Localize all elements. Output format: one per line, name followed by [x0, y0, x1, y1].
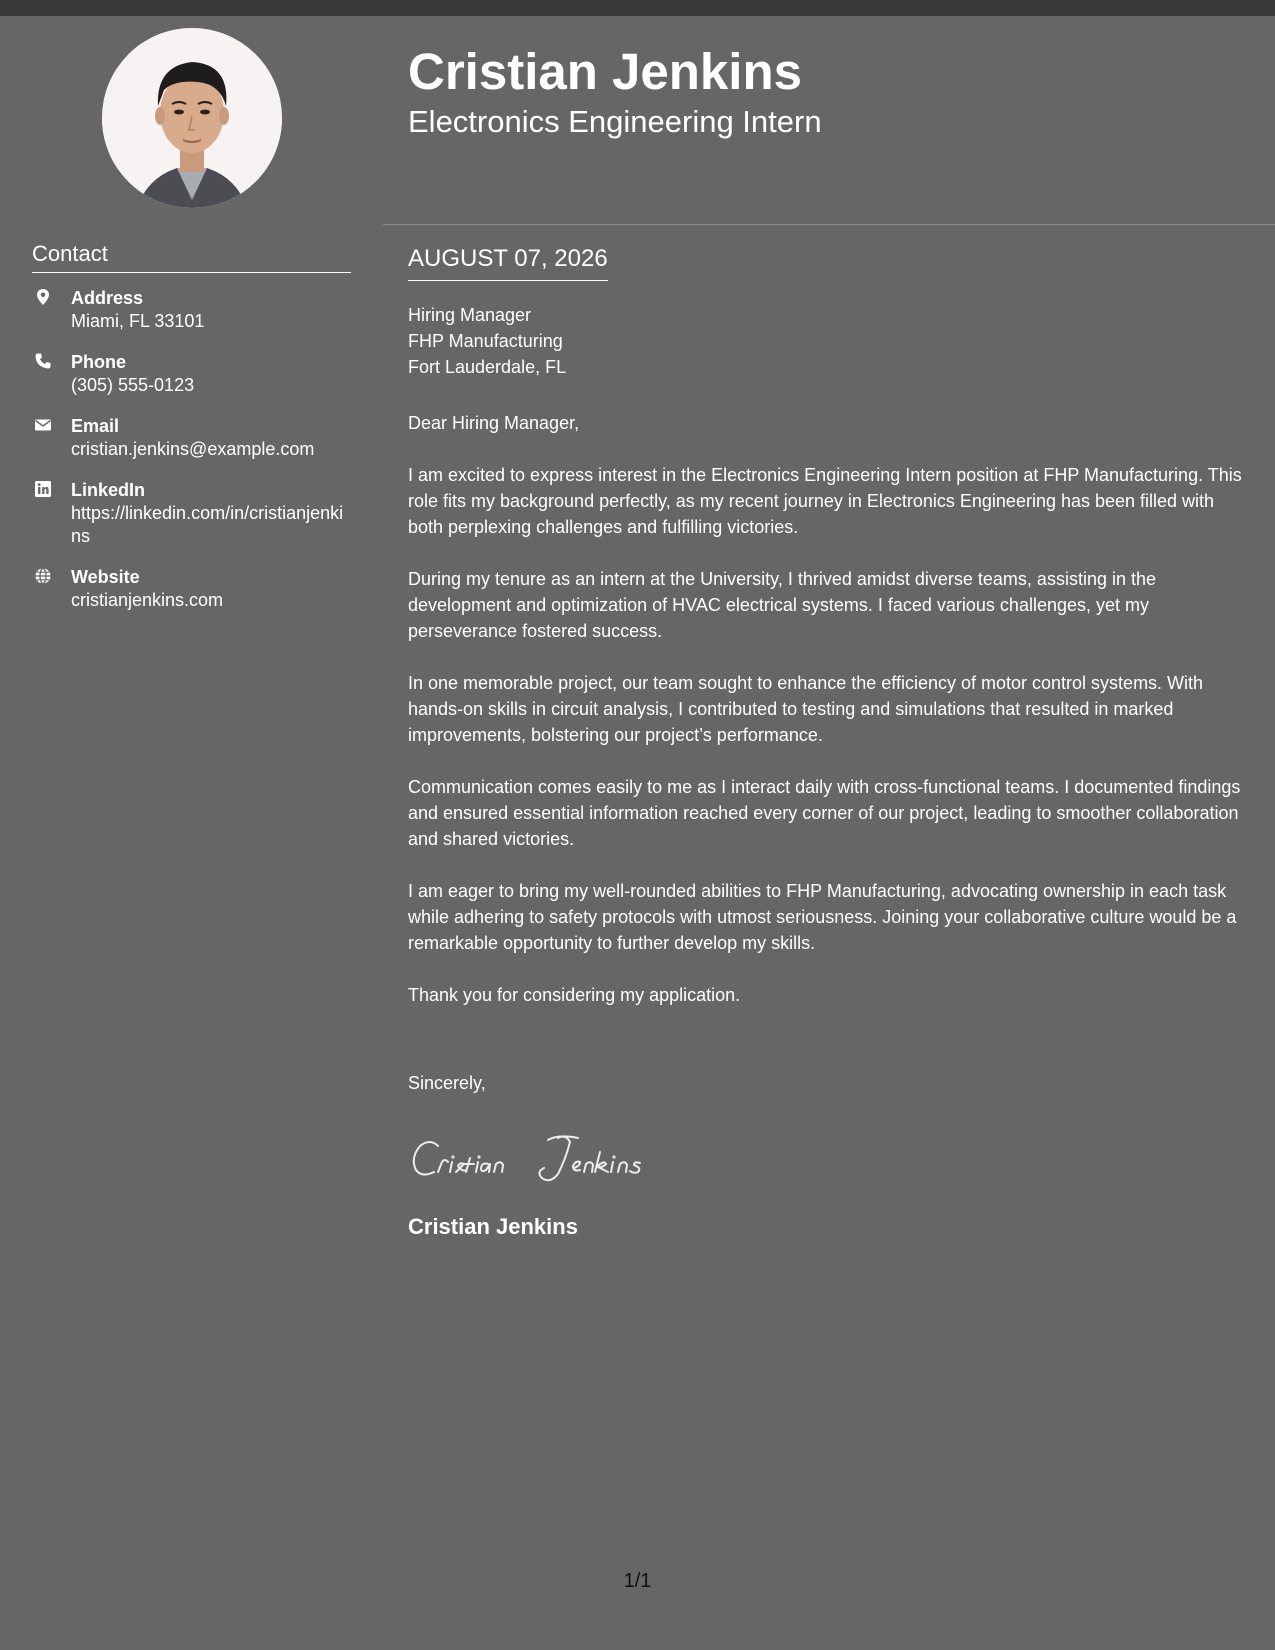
globe-icon	[34, 567, 52, 585]
linkedin-value[interactable]: https://linkedin.com/in/cristianjenkins	[71, 503, 344, 546]
envelope-icon	[34, 416, 52, 434]
website-value[interactable]: cristianjenkins.com	[71, 590, 224, 610]
applicant-name: Cristian Jenkins	[408, 43, 802, 100]
recipient-company: FHP Manufacturing	[408, 331, 563, 351]
profile-photo	[102, 28, 282, 208]
phone-label: Phone	[71, 352, 127, 372]
page-number: 1/1	[623, 1570, 652, 1592]
contact-heading: Contact	[32, 240, 351, 273]
map-pin-icon	[34, 288, 52, 306]
closing: Sincerely,	[408, 1073, 486, 1093]
handwritten-signature	[408, 1128, 668, 1188]
email-value: cristian.jenkins@example.com	[71, 439, 315, 459]
body-paragraph: Communication comes easily to me as I interact daily with cross-functional teams. I documented findings and ensured essential information reached every corner of our project, leading to smoother collaboration and shared victories.	[408, 777, 1241, 849]
phone-icon	[34, 352, 52, 370]
address-label: Address	[71, 288, 144, 308]
recipient-block	[408, 302, 566, 380]
contact-item-email	[32, 414, 352, 461]
body-paragraph: During my tenure as an intern at the University, I thrived amidst diverse teams, assisting in the development and optimization of HVAC electrical systems. I faced various challenges, yet my perseverance fostered success.	[408, 569, 1156, 641]
job-title: Electronics Engineering Intern	[408, 104, 822, 139]
recipient-name: Hiring Manager	[408, 305, 532, 325]
contact-list	[32, 286, 352, 629]
phone-value: (305) 555-0123	[71, 375, 195, 395]
top-bar	[0, 0, 1275, 16]
letter-body	[408, 410, 1253, 1034]
website-label: Website	[71, 567, 140, 587]
email-label: Email	[71, 416, 120, 436]
contact-item-phone	[32, 350, 352, 397]
address-value: Miami, FL 33101	[71, 311, 205, 331]
salutation: Dear Hiring Manager,	[408, 413, 580, 433]
body-paragraph: I am excited to express interest in the Electronics Engineering Intern position at FHP Manufacturing. This role fits my background perfectly, as my recent journey in Electronics Engineering has been filled with both perplexing challenges and fulfilling victories.	[408, 465, 1242, 537]
contact-item-website	[32, 565, 352, 612]
contact-item-linkedin	[32, 478, 352, 548]
letter-date: AUGUST 07, 2026	[408, 244, 608, 281]
recipient-location: Fort Lauderdale, FL	[408, 357, 567, 377]
body-paragraph: In one memorable project, our team sought to enhance the efficiency of motor control systems. With hands-on skills in circuit analysis, I contributed to testing and simulations that resulted in marked improvements, bolstering our project’s performance.	[408, 673, 1204, 745]
contact-item-address	[32, 286, 352, 333]
header-divider	[383, 224, 1275, 225]
sidebar	[0, 16, 383, 1650]
linkedin-label: LinkedIn	[71, 480, 146, 500]
signer-name: Cristian Jenkins	[408, 1214, 578, 1239]
body-paragraph: I am eager to bring my well-rounded abilities to FHP Manufacturing, advocating ownership in each task while adhering to safety protocols with utmost seriousness. Joining your collaborative culture would be a remarkable opportunity to further develop my skills.	[408, 881, 1237, 953]
linkedin-icon	[34, 480, 52, 498]
body-paragraph: Thank you for considering my application.	[408, 985, 741, 1005]
